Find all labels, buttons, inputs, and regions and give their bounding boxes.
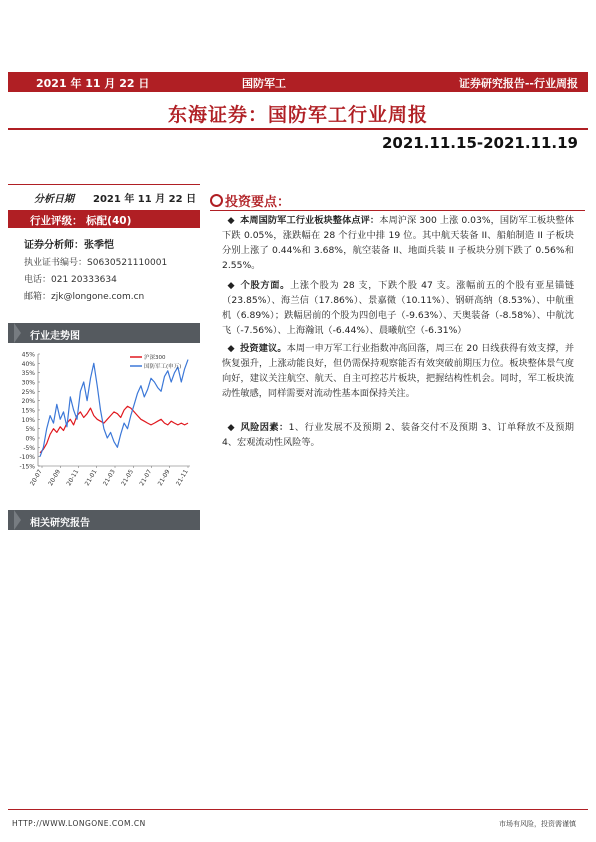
y-tick-label: 15%: [21, 407, 35, 415]
cert-label: 执业证书编号：: [24, 258, 88, 268]
y-tick-label: -10%: [19, 454, 35, 462]
y-tick-label: 0%: [25, 435, 35, 443]
trend-section-bar: [8, 323, 200, 343]
phone-label: 电话：: [24, 275, 52, 285]
analyst-label: 证券分析师：: [24, 240, 84, 251]
diamond-bullet-icon: ◆: [227, 280, 235, 291]
y-tick-label: 40%: [21, 360, 35, 368]
header-category: 国防军工: [242, 77, 286, 90]
y-tick-label: 10%: [21, 416, 35, 424]
x-tick-label: 21-03: [101, 468, 117, 488]
x-tick-label: 21-07: [138, 468, 154, 488]
rating-bar: [8, 210, 200, 228]
paragraph-advice: [222, 341, 574, 401]
key-points-title: [210, 191, 290, 210]
paragraph-body: 本周一申万军工行业指数冲高回落，周三在 20 日线获得有效支撑，并恢复强升，上涨动能良好，但仍需保持观察能否有效突破前期压力位。板块整体景气度向好，建议关注航空、航天、自主可控芯片板块，把握结构性机会。同时，军工板块流动性敏感，同样需要对流动性基本面保持关注。: [222, 343, 575, 399]
related-section-title: 相关研究报告: [30, 518, 90, 529]
y-tick-label: 45%: [21, 351, 35, 359]
y-tick-label: 35%: [21, 370, 35, 378]
key-points-label: 投资要点：: [225, 195, 291, 210]
x-tick-label: 20-11: [65, 468, 81, 488]
x-tick-label: 21-09: [156, 468, 172, 488]
x-tick-label: 20-09: [47, 468, 62, 488]
paragraph-body: 1、行业发展不及预期 2、装备交付不及预期 3、订单释放不及预期 4、宏观流动性风险等。: [222, 422, 574, 448]
phone-row: [24, 272, 117, 285]
paragraph-stocks: [222, 278, 574, 338]
report-period: 2021.11.15-2021.11.19: [381, 134, 578, 152]
diamond-bullet-icon: ◆: [227, 215, 235, 226]
email-label: 邮箱：: [24, 292, 52, 302]
page-title: 东海证券：国防军工行业周报: [167, 104, 428, 126]
x-tick-label: 21-05: [120, 468, 135, 488]
trend-section-title: 行业走势图: [30, 331, 80, 342]
analyst-name: 张季恺: [84, 240, 114, 251]
y-tick-label: -15%: [19, 463, 35, 471]
paragraph-head: 个股方面。: [240, 280, 291, 291]
paragraph-sector-review: [222, 213, 574, 273]
y-tick-label: 25%: [21, 388, 35, 396]
chevron-icon: [14, 323, 21, 343]
paragraph-body: 本周沪深 300 上涨 0.03%，国防军工板块整体下跌 0.05%，涨跌幅在 28 个行业中排 19 位。其中航天装备 II、船舶制造 II 子板块分别上涨了 0.44%和 3.68%，航空装备 II、地面兵装 II 子板块分别下跌了 0.56%和 2.55%。: [222, 215, 575, 271]
header-bar: [8, 72, 588, 92]
paragraph-risks: [222, 420, 574, 450]
cert-value: S0630521110001: [87, 258, 168, 268]
title-divider: [8, 128, 588, 130]
legend-label: 国防军工(申万): [144, 364, 182, 370]
industry-trend-chart: [10, 348, 200, 498]
email-row: [24, 289, 144, 302]
y-tick-label: 30%: [21, 379, 35, 387]
analyst-line: [24, 236, 114, 251]
header-date: 2021 年 11 月 22 日: [36, 77, 150, 90]
diamond-bullet-icon: ◆: [227, 343, 235, 354]
footer-url[interactable]: HTTP://WWW.LONGONE.COM.CN: [12, 819, 146, 828]
paragraph-body: 上涨个股为 28 支，下跌个股 47 支。涨幅前五的个股有亚星锚链（23.85%）、海兰信（17.86%）、景嘉微（10.11%）、钢研高纳（8.53%）、中航重机（6.89%）；跌幅居前的个股为四创电子（-9.63%）、天奥装备（-8.58%）、中航沈飞（-7.56%）、上海瀚讯（-6.44%）、晨曦航空（-6.31%）: [222, 280, 575, 336]
analysis-date-label: 分析日期: [34, 194, 74, 205]
key-points-divider: [210, 210, 585, 211]
diamond-bullet-icon: ◆: [227, 422, 235, 433]
series-line-1: [40, 360, 188, 457]
analysis-date-value: 2021 年 11 月 22 日: [93, 194, 197, 205]
phone-value: 021 20333634: [51, 275, 117, 285]
x-tick-label: 20-07: [28, 468, 44, 488]
y-tick-label: 20%: [21, 398, 35, 406]
x-tick-label: 21-11: [174, 468, 190, 488]
rating-text: 行业评级： 标配(40): [30, 215, 132, 227]
footer-disclaimer: 市场有风险，投资需谨慎: [499, 820, 576, 828]
y-tick-label: 5%: [25, 426, 35, 434]
cert-row: [24, 255, 167, 268]
chevron-icon: [14, 510, 21, 530]
series-line-0: [40, 406, 188, 453]
left-divider: [8, 184, 200, 185]
footer-divider: [8, 809, 588, 810]
legend-label: 沪深300: [144, 355, 166, 361]
circle-bullet-icon: [210, 194, 223, 207]
related-section-bar: [8, 510, 200, 530]
y-tick-label: -5%: [23, 444, 35, 452]
paragraph-head: 本周国防军工行业板块整体点评：: [240, 215, 380, 226]
x-tick-label: 21-01: [83, 468, 99, 488]
header-report-type: 证券研究报告--行业周报: [458, 77, 578, 90]
paragraph-head: 风险因素：: [240, 422, 289, 433]
paragraph-head: 投资建议。: [240, 343, 287, 354]
email-value[interactable]: zjk@longone.com.cn: [51, 292, 145, 302]
